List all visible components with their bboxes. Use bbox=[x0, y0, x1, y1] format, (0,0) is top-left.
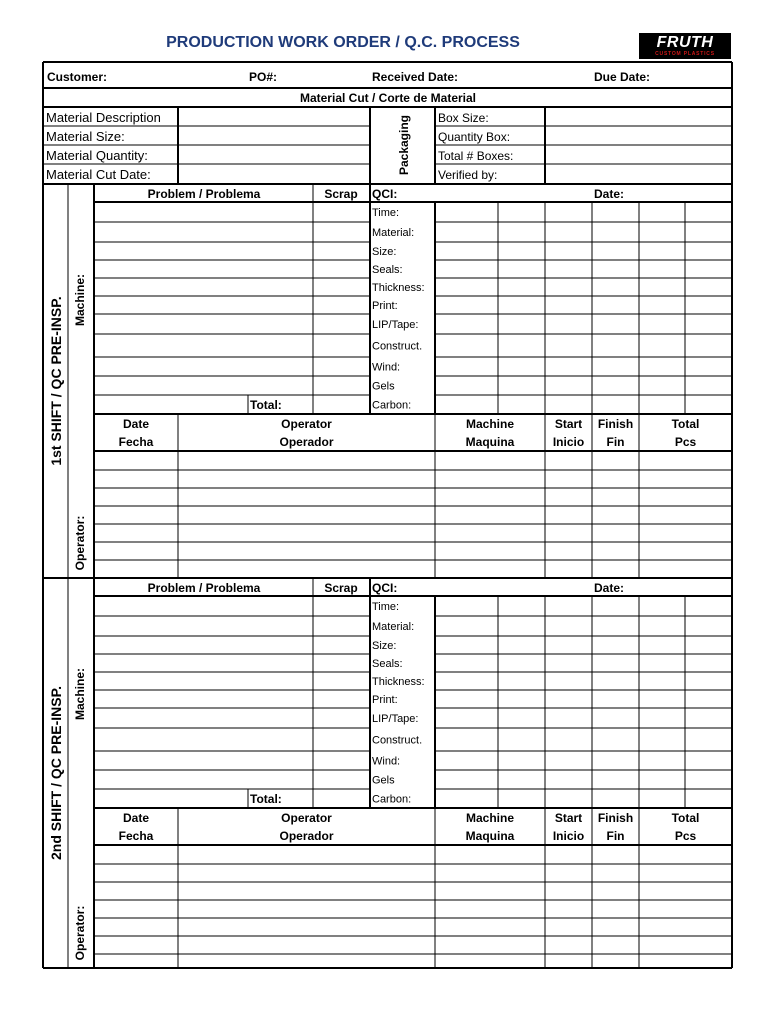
shift-1-machine-label: Machine: bbox=[73, 273, 87, 327]
shift-1-qci-item-label: Seals: bbox=[372, 264, 403, 276]
shift-1-prod-header: Maquina bbox=[465, 435, 515, 449]
shift-1-prod-header: Pcs bbox=[674, 435, 697, 449]
material-field-label: Material Size: bbox=[46, 129, 125, 144]
shift-2-prod-header: Fin bbox=[606, 829, 625, 843]
shift-2-qci-item-label: LIP/Tape: bbox=[372, 713, 419, 725]
customer-label: Customer: bbox=[47, 70, 108, 84]
shift-1-qci-item-label: Time: bbox=[372, 207, 400, 219]
packaging-field-label: Quantity Box: bbox=[438, 130, 511, 144]
shift-2-qci-item-label: Time: bbox=[372, 601, 400, 613]
shift-2-problem-header: Problem / Problema bbox=[147, 581, 261, 595]
shift-1-qci-item-label: Carbon: bbox=[372, 399, 412, 412]
shift-2-prod-header: Finish bbox=[597, 811, 634, 825]
shift-2-qci-item-label: Print: bbox=[372, 694, 398, 706]
packaging-field-label: Verified by: bbox=[438, 168, 498, 182]
shift-2-qci-item-label: Thickness: bbox=[372, 676, 425, 688]
shift-1-qci-item-label: Construct. bbox=[372, 340, 423, 353]
po-label: PO#: bbox=[249, 70, 278, 84]
shift-1-qci-item-label: Size: bbox=[372, 246, 397, 258]
shift-1-prod-header: Machine bbox=[465, 417, 515, 431]
shift-2-total-label: Total: bbox=[250, 792, 282, 806]
shift-1-prod-header: Fecha bbox=[118, 435, 154, 449]
shift-1-qci-item-label: LIP/Tape: bbox=[372, 319, 419, 331]
shift-2-qci-item-label: Seals: bbox=[372, 658, 403, 670]
shift-1-prod-header: Operador bbox=[279, 435, 334, 449]
shift-1-qci-label: QCI: bbox=[372, 187, 398, 201]
shift-2-prod-header: Operador bbox=[279, 829, 334, 843]
shift-2-qci-item-label: Carbon: bbox=[372, 793, 412, 806]
material-field-label: Material Cut Date: bbox=[46, 167, 151, 182]
logo-name: FRUTH bbox=[656, 34, 714, 51]
shift-2-prod-header: Inicio bbox=[552, 829, 585, 843]
material-section-title: Material Cut / Corte de Material bbox=[299, 91, 477, 105]
packaging-label: Packaging bbox=[397, 114, 411, 176]
shift-1-prod-header: Date bbox=[122, 417, 150, 431]
received-date-label: Received Date: bbox=[372, 70, 459, 84]
shift-2-prod-header: Total bbox=[671, 811, 700, 825]
shift-1-qci-item-label: Gels bbox=[372, 380, 395, 393]
shift-2-scrap-header: Scrap bbox=[324, 581, 358, 595]
shift-2-qci-item-label: Size: bbox=[372, 640, 397, 652]
shift-2-qci-item-label: Wind: bbox=[372, 755, 401, 768]
shift-1-prod-header: Start bbox=[554, 417, 583, 431]
shift-1-prod-header: Inicio bbox=[552, 435, 585, 449]
shift-2-qci-item-label: Gels bbox=[372, 774, 395, 787]
shift-1-scrap-header: Scrap bbox=[324, 187, 358, 201]
shift-2-prod-header: Date bbox=[122, 811, 150, 825]
shift-1-operator-label: Operator: bbox=[73, 515, 87, 571]
logo-tagline: CUSTOM PLASTICS bbox=[655, 51, 715, 57]
due-date-label: Due Date: bbox=[594, 70, 651, 84]
shift-2-prod-header: Fecha bbox=[118, 829, 154, 843]
shift-2-prod-header: Maquina bbox=[465, 829, 515, 843]
shift-1-qci-item-label: Thickness: bbox=[372, 282, 425, 294]
shift-1-prod-header: Fin bbox=[606, 435, 625, 449]
shift-2-machine-label: Machine: bbox=[73, 667, 87, 721]
material-field-label: Material Description bbox=[46, 110, 161, 125]
shift-2-operator-label: Operator: bbox=[73, 905, 87, 961]
shift-1-qci-item-label: Print: bbox=[372, 300, 398, 312]
shift-1-prod-header: Total bbox=[671, 417, 700, 431]
shift-1-date-label: Date: bbox=[594, 187, 625, 201]
shift-1-problem-header: Problem / Problema bbox=[147, 187, 261, 201]
page-title: PRODUCTION WORK ORDER / Q.C. PROCESS bbox=[166, 34, 520, 51]
shift-2-prod-header: Machine bbox=[465, 811, 515, 825]
shift-2-qci-label: QCI: bbox=[372, 581, 398, 595]
shift-2-label: 2nd SHIFT / QC PRE-INSP. bbox=[48, 686, 64, 860]
shift-2-qci-item-label: Material: bbox=[372, 621, 415, 633]
shift-2-prod-header: Operator bbox=[281, 811, 332, 825]
shift-1-prod-header: Operator bbox=[281, 417, 332, 431]
shift-1-qci-item-label: Wind: bbox=[372, 361, 401, 374]
shift-2-prod-header: Start bbox=[554, 811, 583, 825]
shift-2-prod-header: Pcs bbox=[674, 829, 697, 843]
shift-1-total-label: Total: bbox=[250, 398, 282, 412]
shift-1-qci-item-label: Material: bbox=[372, 227, 415, 239]
shift-2-date-label: Date: bbox=[594, 581, 625, 595]
packaging-field-label: Total # Boxes: bbox=[438, 149, 514, 163]
shift-1-label: 1st SHIFT / QC PRE-INSP. bbox=[48, 296, 64, 466]
shift-1-prod-header: Finish bbox=[597, 417, 634, 431]
packaging-field-label: Box Size: bbox=[438, 111, 489, 125]
shift-2-qci-item-label: Construct. bbox=[372, 734, 423, 747]
material-field-label: Material Quantity: bbox=[46, 148, 148, 163]
